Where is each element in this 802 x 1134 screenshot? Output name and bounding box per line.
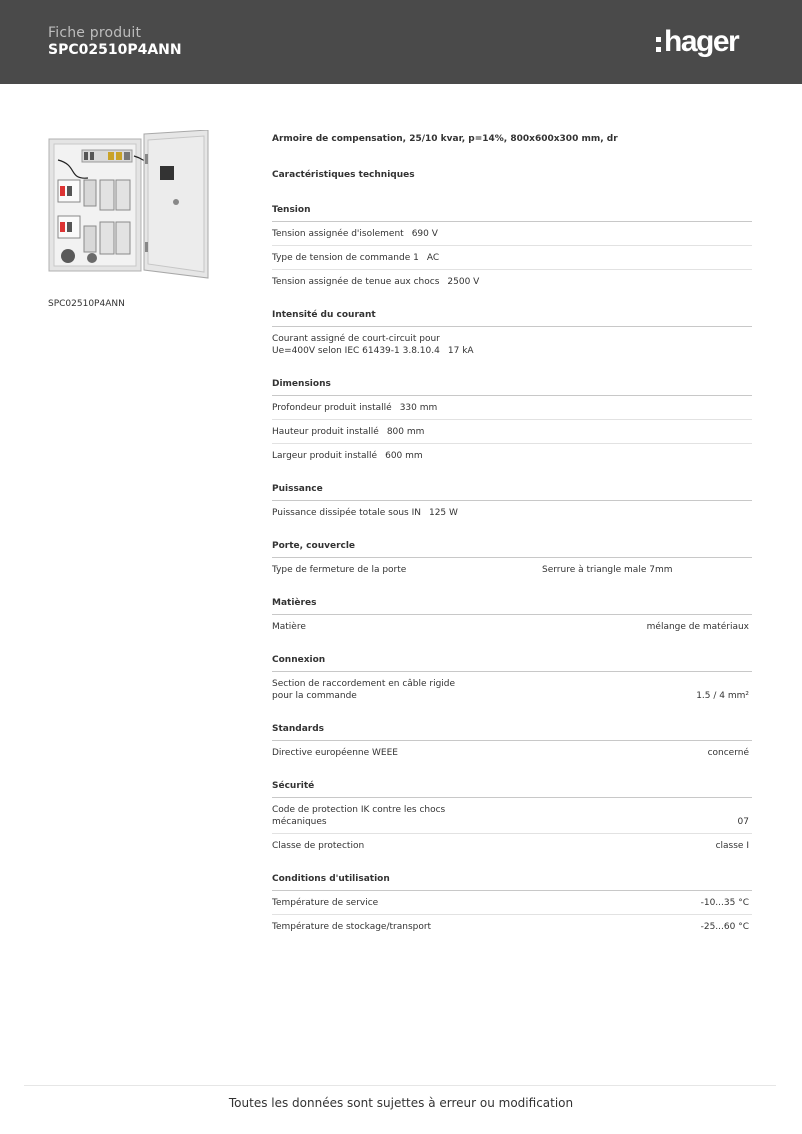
section-title: Standards — [272, 722, 752, 741]
spec-row — [272, 246, 752, 270]
spec-row — [272, 834, 752, 857]
section-rows — [272, 891, 752, 938]
spec-row — [272, 444, 752, 467]
spec-value: 125 W — [428, 508, 458, 518]
section-rows — [272, 501, 752, 524]
spec-label: Matière — [272, 622, 306, 632]
spec-label: Tension assignée de tenue aux chocs — [272, 277, 440, 287]
section-rows — [272, 798, 752, 857]
spec-label: Courant assigné de court-circuit pour Ue=400V selon IEC 61439-1 3.8.10.4 — [272, 334, 440, 356]
hager-logo — [656, 22, 738, 62]
spec-value: 600 mm — [385, 451, 423, 461]
section-rows — [272, 741, 752, 764]
spec-label: Code de protection IK contre les chocs mécaniques — [272, 805, 446, 827]
image-caption: SPC02510P4ANN — [48, 299, 125, 309]
section-rows — [272, 222, 752, 293]
section-rows — [272, 672, 752, 707]
spec-row — [272, 270, 752, 293]
spec-label: Tension assignée d'isolement — [272, 229, 404, 239]
product-spec-sheet — [272, 132, 752, 938]
spec-row — [272, 396, 752, 420]
spec-label: Classe de protection — [272, 841, 365, 851]
page-header — [0, 0, 802, 84]
specs-heading: Caractéristiques techniques — [272, 170, 415, 180]
spec-value: -10...35 °C — [700, 898, 749, 908]
electrical-cabinet-photo — [48, 130, 212, 282]
spec-row — [272, 915, 752, 938]
spec-label: Type de tension de commande 1 — [272, 253, 419, 263]
section-rows — [272, 615, 752, 638]
footer-divider — [24, 1085, 776, 1086]
spec-row — [272, 741, 752, 764]
logo-dots-icon — [656, 37, 661, 52]
spec-label: Largeur produit installé — [272, 451, 378, 461]
section-title: Conditions d'utilisation — [272, 872, 752, 891]
spec-label: Puissance dissipée totale sous IN — [272, 508, 421, 518]
logo-text: hager — [664, 25, 739, 58]
spec-row — [272, 501, 752, 524]
section-title: Puissance — [272, 482, 752, 501]
spec-label: Type de fermeture de la porte — [272, 565, 407, 575]
product-reference-title: SPC02510P4ANN — [48, 42, 182, 58]
spec-value: 2500 V — [447, 277, 480, 287]
spec-row — [272, 891, 752, 915]
spec-label: Section de raccordement en câble rigide pour la commande — [272, 679, 456, 701]
spec-row — [272, 615, 752, 638]
spec-label: Température de service — [272, 898, 379, 908]
spec-value: mélange de matériaux — [646, 622, 749, 632]
spec-value: 690 V — [411, 229, 438, 239]
spec-value: Serrure à triangle male 7mm — [542, 565, 673, 575]
spec-row — [272, 558, 752, 581]
spec-value: classe I — [715, 841, 749, 851]
spec-row — [272, 327, 752, 362]
spec-label: Température de stockage/transport — [272, 922, 432, 932]
spec-row — [272, 798, 752, 834]
section-title: Porte, couvercle — [272, 539, 752, 558]
header-subtitle: Fiche produit — [48, 25, 142, 41]
section-rows — [272, 558, 752, 581]
section-title: Matières — [272, 596, 752, 615]
spec-value: concerné — [707, 748, 749, 758]
spec-row — [272, 222, 752, 246]
section-title: Connexion — [272, 653, 752, 672]
spec-sections — [272, 203, 752, 938]
product-description: Armoire de compensation, 25/10 kvar, p=14%, 800x600x300 mm, dr — [272, 134, 618, 144]
spec-value: 07 — [737, 817, 749, 827]
section-title: Dimensions — [272, 377, 752, 396]
section-title: Tension — [272, 203, 752, 222]
spec-value: -25...60 °C — [700, 922, 749, 932]
spec-label: Hauteur produit installé — [272, 427, 379, 437]
spec-value: 800 mm — [386, 427, 425, 437]
spec-value: 1.5 / 4 mm² — [696, 691, 749, 701]
section-rows — [272, 396, 752, 467]
spec-row — [272, 420, 752, 444]
spec-label: Directive européenne WEEE — [272, 748, 398, 758]
spec-value: 330 mm — [399, 403, 438, 413]
spec-row — [272, 672, 752, 707]
section-rows — [272, 327, 752, 362]
spec-value: 17 kA — [447, 346, 474, 356]
section-title: Intensité du courant — [272, 308, 752, 327]
spec-value: AC — [426, 253, 440, 263]
spec-label: Profondeur produit installé — [272, 403, 392, 413]
section-title: Sécurité — [272, 779, 752, 798]
footer-disclaimer: Toutes les données sont sujettes à erreur ou modification — [228, 1096, 574, 1110]
